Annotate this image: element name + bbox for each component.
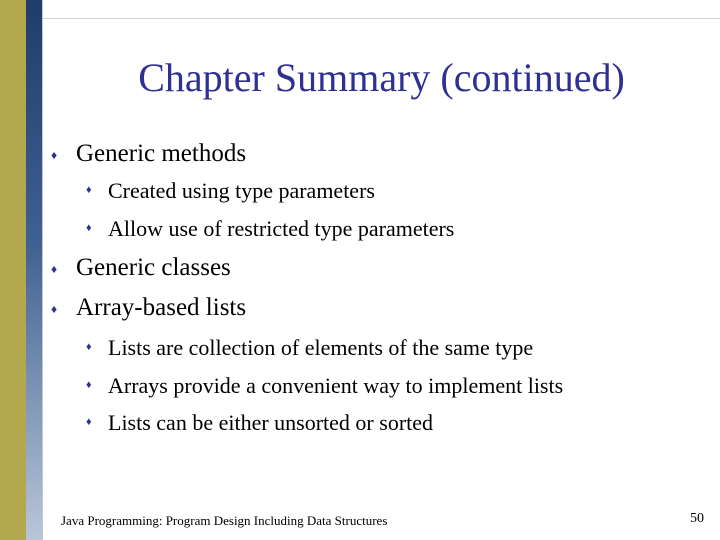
slide-footer: Java Programming: Program Design Including Data Structures [61,513,388,528]
sub-bullet-created-using: Created using type parameters [108,178,375,203]
left-accent-bar [0,0,26,540]
diamond-bullet-icon: ♦ [86,222,92,234]
sub-bullet-lists-unsorted-sorted: Lists can be either unsorted or sorted [108,410,434,435]
diamond-bullet-icon: ♦ [51,302,58,316]
page-number: 50 [690,511,704,526]
diamond-bullet-icon: ♦ [86,341,92,353]
diamond-bullet-icon: ♦ [86,184,92,196]
bullet-array-based-lists: Array-based lists [76,294,247,321]
diamond-bullet-icon: ♦ [51,262,58,276]
sub-bullet-lists-are-collection: Lists are collection of elements of the same type [108,335,534,360]
sub-bullet-allow-use: Allow use of restricted type parameters [108,216,455,241]
diamond-bullet-icon: ♦ [86,416,92,428]
sub-bullet-arrays-provide: Arrays provide a convenient way to implement lists [108,373,564,398]
diamond-bullet-icon: ♦ [86,379,92,391]
slide-title: Chapter Summary (continued) [138,55,625,100]
horizontal-rule [43,18,720,19]
bullet-generic-classes: Generic classes [76,254,231,281]
bullet-generic-methods: Generic methods [76,140,247,167]
left-gradient-bar [26,0,42,540]
diamond-bullet-icon: ♦ [51,148,58,162]
